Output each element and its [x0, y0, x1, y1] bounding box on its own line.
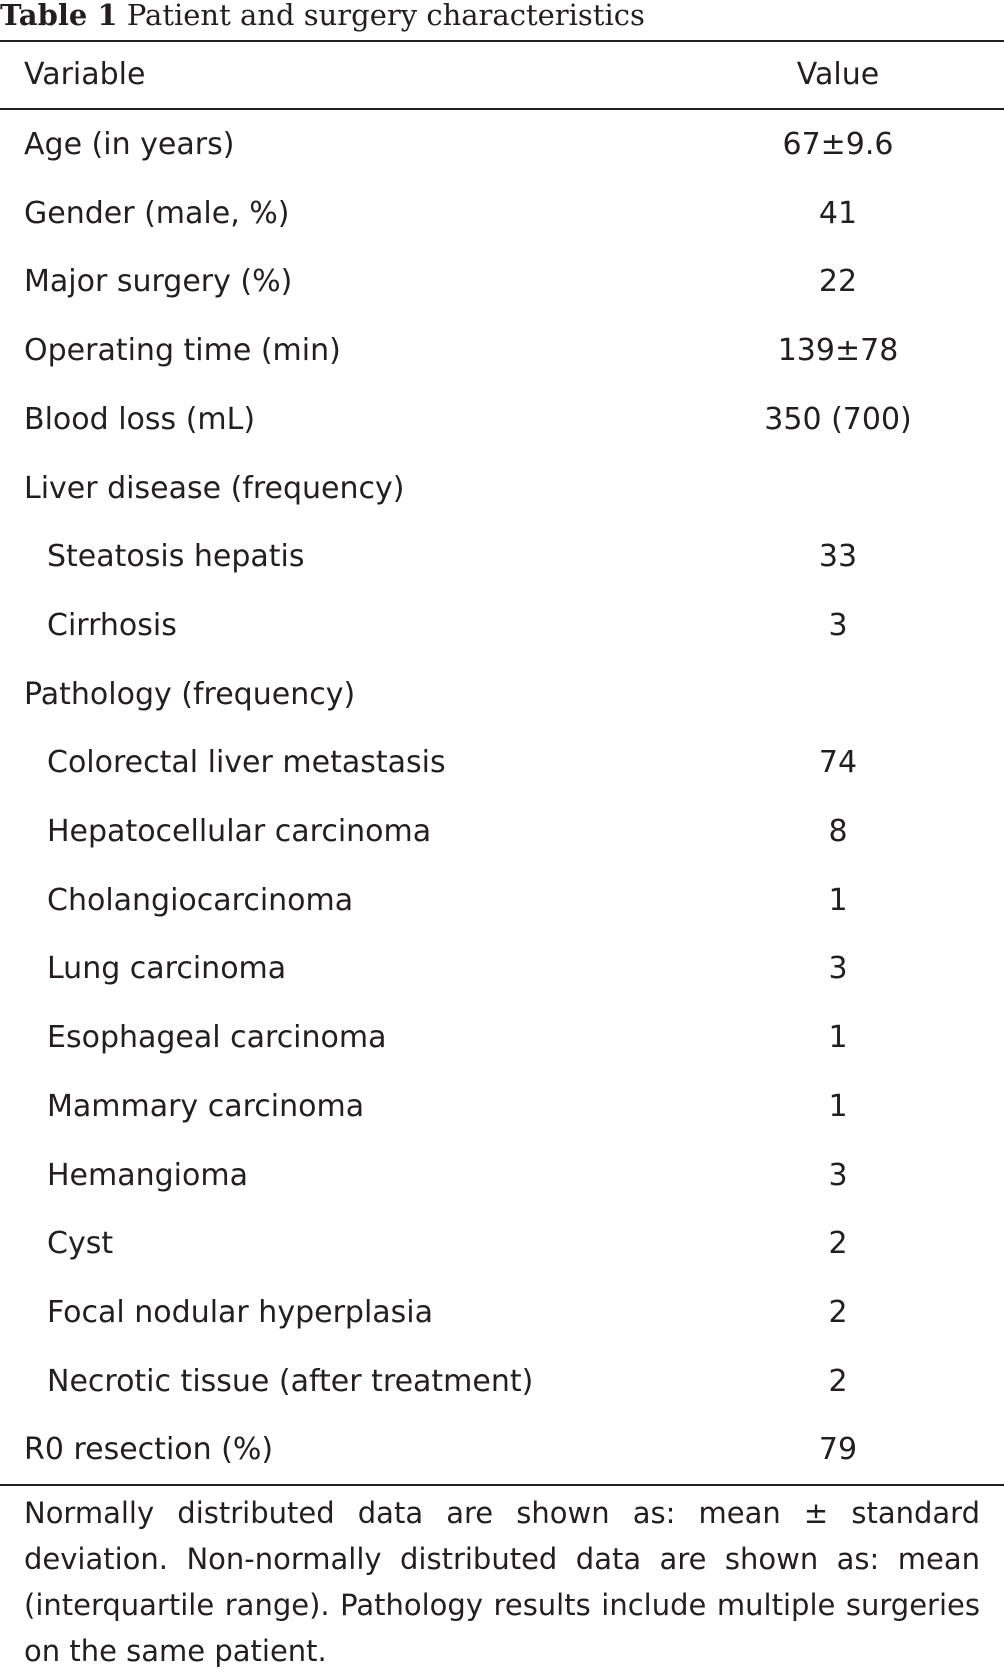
table-row	[0, 1141, 1004, 1210]
table-row	[0, 522, 1004, 591]
row-value: 1	[828, 1088, 848, 1124]
table-row	[0, 1072, 1004, 1141]
row-value: 2	[828, 1363, 848, 1399]
row-variable: Cholangiocarcinoma	[47, 882, 354, 918]
row-variable: Hemangioma	[47, 1157, 248, 1193]
table-row	[0, 797, 1004, 866]
table-row	[0, 1278, 1004, 1347]
row-value: 3	[828, 1157, 848, 1193]
row-variable: Steatosis hepatis	[47, 539, 305, 575]
table-number: Table 1	[0, 0, 118, 32]
row-value: 1	[828, 1020, 848, 1056]
table-row	[0, 660, 1004, 729]
row-value: 350 (700)	[764, 401, 912, 437]
table-row	[0, 454, 1004, 523]
table-caption: Patient and surgery characteristics	[126, 0, 645, 32]
table-row	[0, 866, 1004, 935]
row-value: 33	[818, 539, 858, 575]
row-value: 1	[828, 882, 848, 918]
table-row	[0, 934, 1004, 1003]
row-variable: R0 resection (%)	[24, 1432, 274, 1468]
bottom-rule	[0, 1484, 1004, 1486]
row-value: 22	[818, 264, 858, 300]
row-value: 2	[828, 1226, 848, 1262]
row-variable: Necrotic tissue (after treatment)	[47, 1363, 534, 1399]
table-row	[0, 728, 1004, 797]
table-row	[0, 591, 1004, 660]
table-header	[0, 42, 1004, 108]
row-value: 3	[828, 951, 848, 987]
row-variable: Operating time (min)	[24, 333, 341, 369]
row-variable: Liver disease (frequency)	[24, 470, 405, 506]
table-row	[0, 1415, 1004, 1484]
row-variable: Major surgery (%)	[24, 264, 293, 300]
row-variable: Blood loss (mL)	[24, 401, 256, 437]
table-row	[0, 1347, 1004, 1416]
row-value: 79	[818, 1432, 858, 1468]
row-value: 8	[828, 814, 848, 849]
row-variable: Lung carcinoma	[47, 951, 287, 987]
row-value: 74	[818, 745, 858, 781]
table-row	[0, 110, 1004, 179]
row-value: 139±78	[777, 333, 899, 369]
table-row	[0, 1003, 1004, 1072]
column-header-variable: Variable	[24, 57, 146, 92]
table-row	[0, 1209, 1004, 1278]
column-header-value: Value	[796, 57, 880, 92]
row-variable: Hepatocellular carcinoma	[47, 814, 432, 849]
row-variable: Gender (male, %)	[24, 195, 290, 231]
table-row	[0, 247, 1004, 316]
table-row	[0, 179, 1004, 248]
row-variable: Mammary carcinoma	[47, 1088, 365, 1124]
row-value: 2	[828, 1294, 848, 1330]
table-title	[0, 0, 645, 40]
row-variable: Cyst	[47, 1226, 114, 1262]
row-variable: Age (in years)	[24, 127, 235, 162]
row-value: 67±9.6	[782, 127, 894, 162]
table-row	[0, 316, 1004, 385]
row-variable: Colorectal liver metastasis	[47, 745, 446, 781]
row-variable: Esophageal carcinoma	[47, 1020, 387, 1056]
row-variable: Pathology (frequency)	[24, 676, 356, 712]
row-variable: Cirrhosis	[47, 607, 177, 643]
row-value: 41	[818, 195, 858, 231]
table-row	[0, 385, 1004, 454]
row-variable: Focal nodular hyperplasia	[47, 1294, 434, 1330]
table-footnote: Normally distributed data are shown as: mean ± standard deviation. Non-normally distributed data are shown as: mean (interquartile range). Pathology results include multiple surgeries on the same patient.	[24, 1496, 980, 1668]
row-value: 3	[828, 607, 848, 643]
